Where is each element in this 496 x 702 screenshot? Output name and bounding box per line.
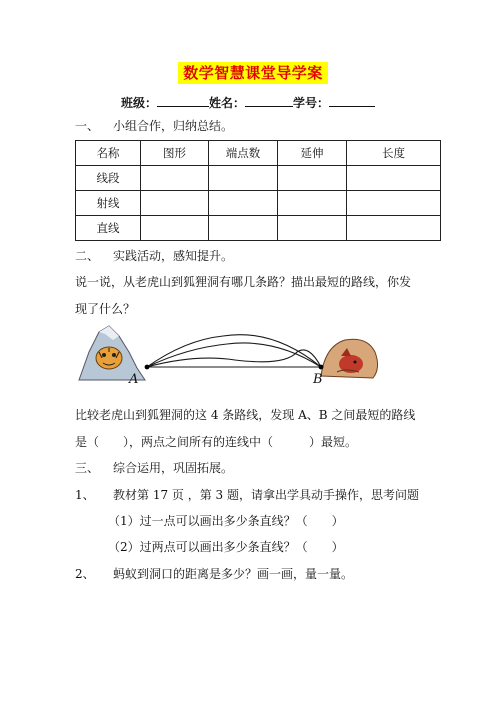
table-cell[interactable] [278,191,347,216]
point-b-marker [319,365,324,370]
id-label: 学号： [293,96,330,110]
item1-sub1: （1）过一点可以画出多少条直线？（ ） [108,514,344,528]
upper-curved-route [147,335,321,367]
question-line-1: 说一说，从老虎山到狐狸洞有哪几条路？描出最短的路线，你发 [75,275,412,289]
point-a-label: A [129,372,139,387]
compare-line-2: 是（ ），两点之间所有的连线中（ ）最短。 [75,435,358,449]
section3-number: 三、 [75,461,100,475]
class-blank[interactable] [157,94,209,107]
item2-number: 2、 [75,567,95,581]
fox-den-icon [321,339,378,378]
table-cell[interactable] [209,166,278,191]
table-cell[interactable] [347,216,441,241]
table-header-cell: 名称 [76,141,141,166]
table-cell[interactable] [347,166,441,191]
table-cell[interactable] [278,216,347,241]
section2-number: 二、 [75,249,100,263]
id-blank[interactable] [329,94,375,107]
student-info-line [0,94,496,111]
item2-text: 蚂蚁到洞口的距离是多少？画一画，量一量。 [113,567,354,581]
row-label: 射线 [76,191,141,216]
class-label: 班级： [120,96,157,110]
table-cell[interactable] [141,191,209,216]
section1-number: 一、 [75,119,100,133]
table-cell[interactable] [141,216,209,241]
table-cell[interactable] [141,166,209,191]
summary-table [75,140,441,241]
row-label: 线段 [76,166,141,191]
name-blank[interactable] [245,94,293,107]
middle-curved-route [147,343,321,367]
table-cell[interactable] [209,216,278,241]
table-row [76,216,441,241]
point-a-marker [145,365,150,370]
item1-number: 1、 [75,488,95,502]
table-header-cell: 延伸 [278,141,347,166]
wavy-route [147,350,321,367]
table-row [76,191,441,216]
section2-heading: 实践活动，感知提升。 [113,249,234,263]
route-illustration [75,322,415,394]
table-cell[interactable] [209,191,278,216]
question-line-2: 现了什么？ [75,302,136,316]
table-header-cell: 长度 [347,141,441,166]
name-label: 姓名： [208,96,245,110]
route-paths [147,335,321,367]
item1-sub2: （2）过两点可以画出多少条直线？（ ） [108,540,344,554]
table-header-cell: 端点数 [209,141,278,166]
table-header-row [76,141,441,166]
row-label: 直线 [76,216,141,241]
section3-heading: 综合运用，巩固拓展。 [113,461,234,475]
point-b-label: B [313,372,323,387]
section1-heading: 小组合作，归纳总结。 [113,119,234,133]
compare-line-1: 比较老虎山到狐狸洞的这 4 条路线，发现 A、B 之间最短的路线 [75,408,416,422]
item1-text: 教材第 17 页 ，第 3 题，请拿出学具动手操作，思考问题 [113,488,419,502]
table-header-cell: 图形 [141,141,209,166]
page-title: 数学智慧课堂导学案 [178,62,328,84]
table-row [76,166,441,191]
table-cell[interactable] [278,166,347,191]
table-cell[interactable] [347,191,441,216]
